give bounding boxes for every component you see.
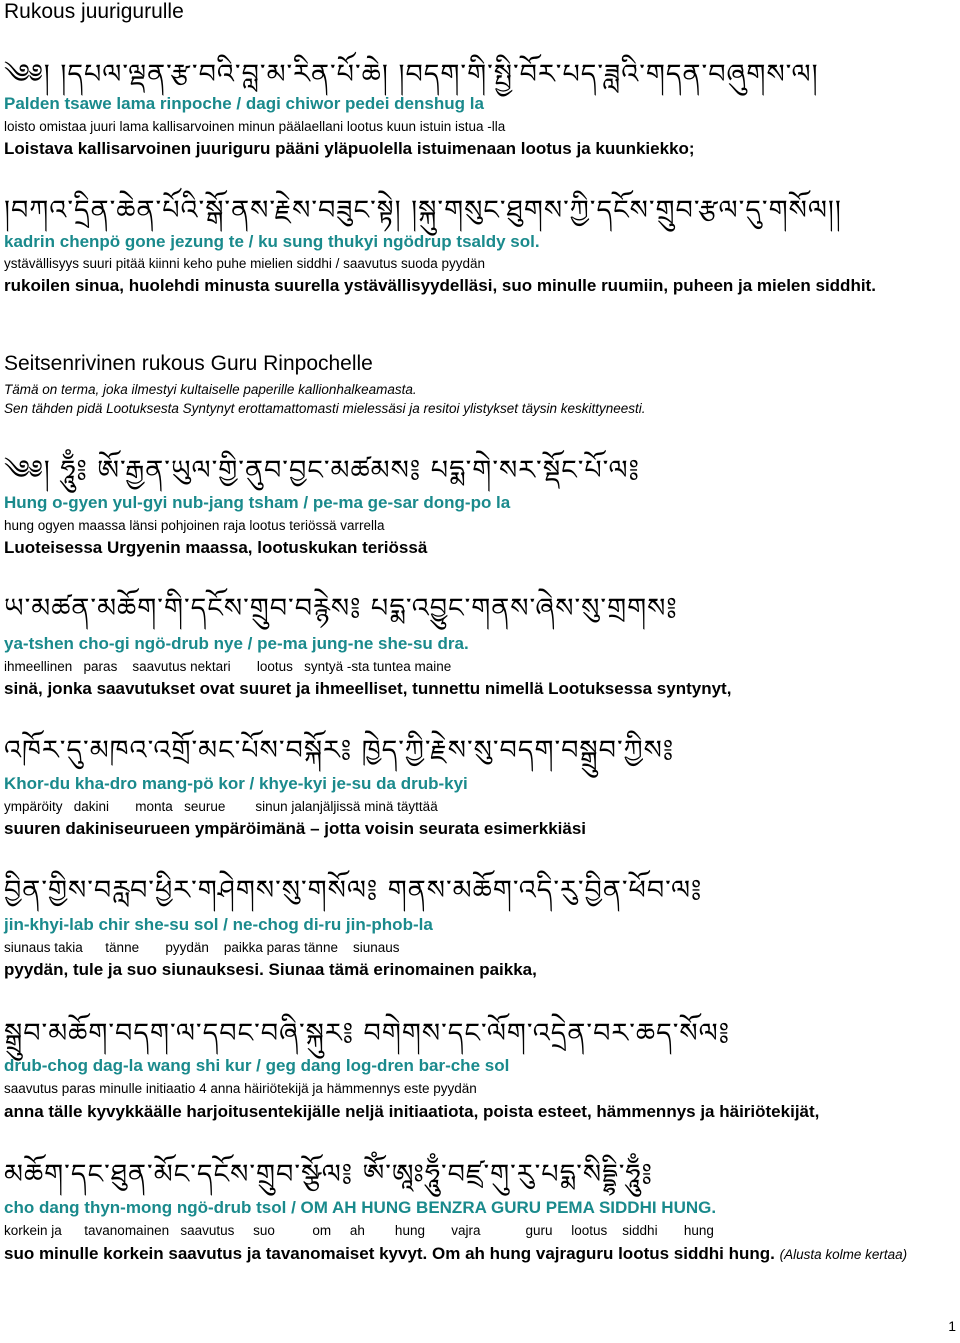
intro-translation-2: rukoilen sinua, huolehdi minusta suurella ystävällisyydelläsi, suo minulle ruumiin, puheen ja mielen siddhit. [4,276,876,295]
intro-translit-2a: kadrin chenpö gone jezung te [4,232,244,251]
intro-literal-2: ystävällisyys suuri pitää kiinni keho puhe mielien siddhi / saavutus suoda pyydän [4,256,486,271]
verse-1-literal: hung ogyen maassa länsi pohjoinen raja lootus teriössä varrella [4,518,385,533]
verse-1-tibetan: ༄༅། ཧཱུྃ༔ ཨོ་རྒྱན་ཡུལ་གྱི་ནུབ་བྱང་མཚམས༔ པདྨ་གེ་སར་སྡོང་པོ་ལ༔ [4,455,640,486]
verse-1-translation: Luoteisessa Urgyenin maassa, lootuskukan teriössä [4,538,428,557]
section-note-2: Sen tähden pidä Lootuksesta Syntynyt erottamattomasti mielessäsi ja resitoi ylistykset täysin keskittyneesti. [4,401,646,416]
verse-5-literal: saavutus paras minulle initiaatio 4 anna häiriötekijä ja hämmennys este pyydän [4,1081,477,1096]
page-title: Rukous juurigurulle [4,0,184,23]
intro-transliteration-2 [4,232,540,252]
verse-5-transliteration: drub-chog dag-la wang shi kur / geg dang log-dren bar-che sol [4,1056,510,1075]
verse-3-literal: ympäröity dakini monta seurue sinun jalanjäljissä minä täyttää [4,799,438,814]
verse-4-transliteration: jin-khyi-lab chir she-su sol / ne-chog di-ru jin-phob-la [4,915,433,934]
section-title: Seitsenrivinen rukous Guru Rinpochelle [4,352,373,375]
verse-6-transliteration: cho dang thyn-mong ngö-drub tsol / OM AH HUNG BENZRA GURU PEMA SIDDHI HUNG. [4,1198,717,1217]
page-number: 1 [948,1318,956,1334]
verse-4-tibetan: བྱིན་གྱིས་བརླབ་ཕྱིར་གཤེགས་སུ་གསོལ༔ གནས་མཆོག་འདི་རུ་བྱིན་ཕོབ་ལ༔ [4,875,703,906]
intro-translit-2b: / ku sung thukyi ngödrup tsaldy sol. [243,232,540,251]
verse-4-translation: pyydän, tule ja suo siunauksesi. Siunaa tämä erinomainen paikka, [4,960,537,979]
verse-6-translation: suo minulle korkein saavutus ja tavanomaiset kyvyt. Om ah hung vajraguru lootus siddhi hung. [4,1244,775,1263]
verse-2-tibetan: ཡ་མཚན་མཆོག་གི་དངོས་གྲུབ་བརྙེས༔ པདྨ་འབྱུང་གནས་ཞེས་སུ་གྲགས༔ [4,593,678,624]
verse-4-literal: siunaus takia tänne pyydän paikka paras tänne siunaus [4,940,400,955]
section-note-1: Tämä on terma, joka ilmestyi kultaiselle paperille kallionhalkeamasta. [4,382,417,397]
verse-3-tibetan: འཁོར་དུ་མཁའ་འགྲོ་མང་པོས་བསྐོར༔ ཁྱེད་ཀྱི་རྗེས་སུ་བདག་བསྒྲུབ་ཀྱིས༔ [4,735,675,766]
verse-2-transliteration: ya-tshen cho-gi ngö-drub nye / pe-ma jung-ne she-su dra. [4,634,469,653]
verse-3-transliteration: Khor-du kha-dro mang-pö kor / khye-kyi je-su da drub-kyi [4,774,468,793]
verse-6-translation-line [4,1244,907,1264]
verse-5-translation: anna tälle kyvykkäälle harjoitusentekijälle neljä initiaatiota, poista esteet, hämmennys ja häiriötekijät, [4,1102,820,1121]
intro-translation-1: Loistava kallisarvoinen juuriguru pääni yläpuolella istuimenaan lootus ja kuunkiekko; [4,139,695,158]
verse-6-tibetan: མཆོག་དང་ཐུན་མོང་དངོས་གྲུབ་སྩོལ༔ ཨོཾ་ཨཱཿཧཱུྃ་བཛྲ་གུ་རུ་པདྨ་སིདྡྷི་ཧཱུྃ༔ [4,1159,653,1190]
verse-3-translation: suuren dakiniseurueen ympäröimänä – jotta voisin seurata esimerkkiäsi [4,819,587,838]
intro-tibetan-line-1: ༄༅། །དཔལ་ལྡན་རྩ་བའི་བླ་མ་རིན་པོ་ཆེ། །བདག་གི་སྤྱི་བོར་པད་ཟླའི་གདན་བཞུགས་ལ། [4,59,819,90]
intro-literal-1: loisto omistaa juuri lama kallisarvoinen minun päälaellani lootus kuun istuin istua -lla [4,119,506,134]
intro-translit-1a: Palden tsawe lama rinpoche [4,94,232,113]
verse-6-repeat-note: (Alusta kolme kertaa) [779,1247,908,1262]
intro-tibetan-line-2: །བཀའ་དྲིན་ཆེན་པོའི་སྒོ་ནས་རྗེས་བཟུང་སྟེ། །སྐུ་གསུང་ཐུགས་ཀྱི་དངོས་གྲུབ་རྩལ་དུ་གསོལ།། [4,195,842,226]
intro-transliteration-1 [4,94,484,114]
verse-6-literal: korkein ja tavanomainen saavutus suo om ah hung vajra guru lootus siddhi hung [4,1223,714,1238]
verse-1-transliteration: Hung o-gyen yul-gyi nub-jang tsham / pe-ma ge-sar dong-po la [4,493,511,512]
intro-translit-1b: / dagi chiwor pedei denshug la [231,94,484,113]
verse-5-tibetan: སྒྲུབ་མཆོག་བདག་ལ་དབང་བཞི་སྐུར༔ བགེགས་དང་ལོག་འདྲེན་བར་ཆད་སོལ༔ [4,1018,730,1049]
verse-2-translation: sinä, jonka saavutukset ovat suuret ja ihmeelliset, tunnettu nimellä Lootuksessa syntynyt, [4,679,732,698]
verse-2-literal: ihmeellinen paras saavutus nektari lootus syntyä -sta tuntea maine [4,659,452,674]
